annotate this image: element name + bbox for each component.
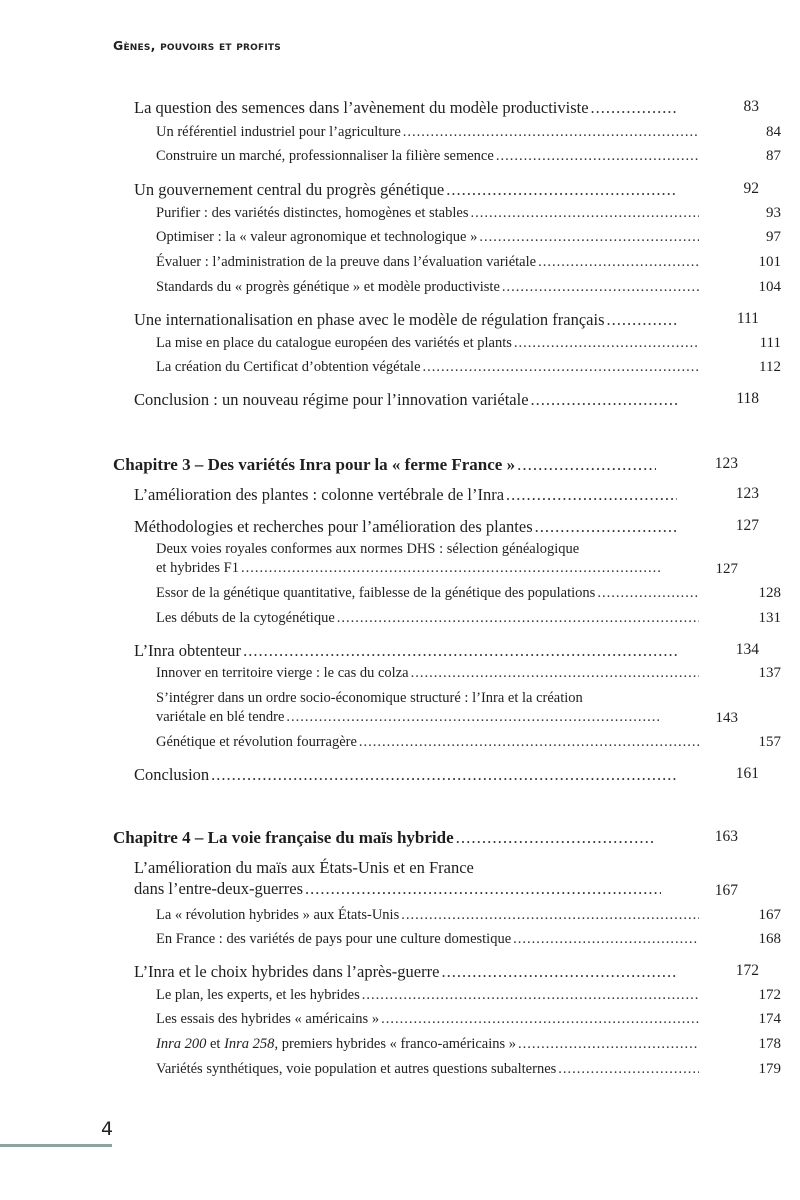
toc-entry-page: 174 xyxy=(758,1011,781,1027)
toc-chapter-title: Chapitre 4 – La voie française du maïs hybride xyxy=(113,828,454,847)
toc-entry-title: Optimiser : la « valeur agronomique et technologique » xyxy=(156,229,478,245)
dot-leader xyxy=(456,828,656,848)
toc-entry[interactable] xyxy=(156,541,661,577)
toc-entry[interactable] xyxy=(0,229,800,246)
toc-entry-title: Un référentiel industriel pour l’agriculture xyxy=(156,124,401,140)
toc-entry[interactable] xyxy=(0,1011,800,1028)
dot-leader xyxy=(337,610,699,627)
toc-entry[interactable] xyxy=(0,98,800,118)
toc-entry[interactable] xyxy=(134,858,661,899)
toc-entry-page: 178 xyxy=(758,1036,781,1052)
dot-leader xyxy=(496,148,699,165)
dot-leader xyxy=(607,310,677,330)
dot-leader xyxy=(286,709,661,726)
toc-entry[interactable] xyxy=(0,1036,800,1053)
toc-entry-page: 97 xyxy=(766,229,781,245)
toc-entry-title: La « révolution hybrides » aux États-Unis xyxy=(156,907,400,923)
toc-entry[interactable] xyxy=(0,310,800,330)
dot-leader xyxy=(362,987,699,1004)
toc-entry-page: 93 xyxy=(766,205,781,221)
toc-entry[interactable] xyxy=(0,390,800,410)
toc-entry-page: 157 xyxy=(758,734,781,750)
toc-entry-title: Innover en territoire vierge : le cas du colza xyxy=(156,665,409,681)
toc-entry-title-part: et xyxy=(206,1036,225,1052)
toc-chapter-heading[interactable] xyxy=(0,828,800,848)
toc-entry[interactable] xyxy=(156,690,661,726)
toc-entry[interactable] xyxy=(0,765,800,785)
toc-entry-page: 112 xyxy=(759,359,781,375)
toc-entry-title: La mise en place du catalogue européen des variétés et plants xyxy=(156,335,512,351)
dot-leader xyxy=(518,1036,699,1053)
dot-leader xyxy=(513,931,699,948)
dot-leader xyxy=(243,641,677,661)
toc-entry-title xyxy=(156,1036,516,1053)
toc-entry-title-italic: Inra 258 xyxy=(224,1036,275,1052)
toc-entry-page: 123 xyxy=(714,455,738,472)
toc-entry-title-line1: L’amélioration du maïs aux États-Unis et en France xyxy=(134,858,474,877)
toc-entry[interactable] xyxy=(0,665,800,682)
toc-entry[interactable] xyxy=(0,734,800,751)
toc-entry-title: L’Inra et le choix hybrides dans l’après-guerre xyxy=(134,962,440,981)
dot-leader xyxy=(241,560,661,577)
toc-entry[interactable] xyxy=(0,1061,800,1078)
toc-entry[interactable] xyxy=(0,962,800,982)
toc-entry-title: Une internationalisation en phase avec le modèle de régulation français xyxy=(134,310,605,329)
toc-entry[interactable] xyxy=(0,931,800,948)
toc-entry-page: 137 xyxy=(758,665,781,681)
toc-entry-title: Les essais des hybrides « américains » xyxy=(156,1011,380,1027)
toc-entry-title: Évaluer : l’administration de la preuve dans l’évaluation variétale xyxy=(156,254,537,270)
toc-entry[interactable] xyxy=(0,148,800,165)
toc-entry-page: 83 xyxy=(743,98,759,115)
toc-entry-title: Génétique et révolution fourragère xyxy=(156,734,357,750)
toc-entry-page: 101 xyxy=(758,254,781,270)
toc-entry[interactable] xyxy=(0,124,800,141)
toc-entry-title: La question des semences dans l’avènement du modèle productiviste xyxy=(134,98,589,117)
dot-leader xyxy=(403,124,699,141)
dot-leader xyxy=(479,229,699,246)
toc-entry-title: Conclusion xyxy=(134,765,210,784)
toc-entry-title: Purifier : des variétés distinctes, homogènes et stables xyxy=(156,205,469,221)
dot-leader xyxy=(423,359,699,376)
toc-entry-page: 127 xyxy=(715,561,738,577)
toc-entry-title-line2: variétale en blé tendre xyxy=(156,709,285,725)
dot-leader xyxy=(535,517,677,537)
toc-entry-page: 179 xyxy=(758,1061,781,1077)
toc-entry[interactable] xyxy=(0,205,800,222)
toc-entry[interactable] xyxy=(0,335,800,352)
toc-entry-page: 161 xyxy=(735,765,759,782)
toc-entry-page: 87 xyxy=(766,148,781,164)
dot-leader xyxy=(506,485,677,505)
toc-entry-page: 123 xyxy=(735,485,759,502)
dot-leader xyxy=(211,765,677,785)
running-head: Gènes, pouvoirs et profits xyxy=(113,38,281,53)
dot-leader xyxy=(401,907,699,924)
toc-entry-page: 167 xyxy=(758,907,781,923)
toc-entry-page: 134 xyxy=(735,641,759,658)
toc-entry-title: Variétés synthétiques, voie population et autres questions subalternes xyxy=(156,1061,557,1077)
toc-entry-title-line2: dans l’entre-deux-guerres xyxy=(134,879,304,898)
toc-entry-title: L’Inra obtenteur xyxy=(134,641,242,660)
toc-entry-page: 172 xyxy=(735,962,759,979)
toc-entry-page: 172 xyxy=(758,987,781,1003)
dot-leader xyxy=(502,279,699,296)
toc-entry[interactable] xyxy=(0,907,800,924)
toc-entry-page: 163 xyxy=(714,828,738,845)
footer-rule xyxy=(0,1144,112,1147)
toc-entry[interactable] xyxy=(0,359,800,376)
toc-entry[interactable] xyxy=(0,987,800,1004)
dot-leader xyxy=(381,1011,699,1028)
page-number: 4 xyxy=(101,1118,114,1140)
toc-chapter-heading[interactable] xyxy=(0,455,800,475)
toc-entry-title-line1: S’intégrer dans un ordre socio-économique structuré : l’Inra et la création xyxy=(156,690,583,706)
toc-entry-title: Conclusion : un nouveau régime pour l’innovation variétale xyxy=(134,390,529,409)
toc-entry-title: Un gouvernement central du progrès génétique xyxy=(134,180,445,199)
dot-leader xyxy=(517,455,656,475)
toc-entry-page: 92 xyxy=(743,180,759,197)
toc-entry-page: 104 xyxy=(758,279,781,295)
toc-entry[interactable] xyxy=(0,254,800,271)
toc-entry-page: 168 xyxy=(758,931,781,947)
toc-entry-title: Standards du « progrès génétique » et modèle productiviste xyxy=(156,279,500,295)
toc-entry-title-line1: Deux voies royales conformes aux normes DHS : sélection généalogique xyxy=(156,541,580,557)
toc-entry[interactable] xyxy=(0,610,800,627)
toc-entry-title: L’amélioration des plantes : colonne vertébrale de l’Inra xyxy=(134,485,505,504)
toc-entry[interactable] xyxy=(0,585,800,602)
toc-entry[interactable] xyxy=(0,485,800,505)
dot-leader xyxy=(305,879,661,899)
dot-leader xyxy=(597,585,699,602)
dot-leader xyxy=(531,390,677,410)
toc-entry[interactable] xyxy=(0,180,800,200)
toc-entry-title-part: , premiers hybrides « franco-américains » xyxy=(274,1036,517,1052)
toc-entry[interactable] xyxy=(0,517,800,537)
dot-leader xyxy=(514,335,699,352)
toc-entry-title: En France : des variétés de pays pour une culture domestique xyxy=(156,931,512,947)
toc-entry-page: 111 xyxy=(759,335,781,351)
toc-entry-page: 143 xyxy=(715,710,738,726)
toc-entry-title: Le plan, les experts, et les hybrides xyxy=(156,987,360,1003)
toc-chapter-title: Chapitre 3 – Des variétés Inra pour la « ferme France » xyxy=(113,455,516,474)
toc-entry-title: La création du Certificat d’obtention végétale xyxy=(156,359,421,375)
toc-entry-title-line2: et hybrides F1 xyxy=(156,560,239,576)
toc-entry-page: 131 xyxy=(758,610,781,626)
dot-leader xyxy=(538,254,699,271)
dot-leader xyxy=(470,205,699,222)
toc-entry-title: Essor de la génétique quantitative, faiblesse de la génétique des populations xyxy=(156,585,596,601)
toc-entry-page: 128 xyxy=(758,585,781,601)
toc-entry[interactable] xyxy=(0,279,800,296)
toc-entry[interactable] xyxy=(0,641,800,661)
dot-leader xyxy=(359,734,699,751)
toc-entry-page: 118 xyxy=(736,390,759,407)
dot-leader xyxy=(441,962,677,982)
toc-entry-page: 167 xyxy=(714,882,738,899)
dot-leader xyxy=(411,665,699,682)
toc-entry-page: 111 xyxy=(736,310,759,327)
toc-entry-page: 84 xyxy=(766,124,781,140)
toc-entry-title: Méthodologies et recherches pour l’amélioration des plantes xyxy=(134,517,533,536)
dot-leader xyxy=(591,98,677,118)
toc-entry-title: Construire un marché, professionnaliser la filière semence xyxy=(156,148,494,164)
toc-entry-title-italic: Inra 200 xyxy=(156,1036,207,1052)
dot-leader xyxy=(558,1061,699,1078)
toc-entry-page: 127 xyxy=(735,517,759,534)
dot-leader xyxy=(446,180,677,200)
toc-entry-title: Les débuts de la cytogénétique xyxy=(156,610,335,626)
